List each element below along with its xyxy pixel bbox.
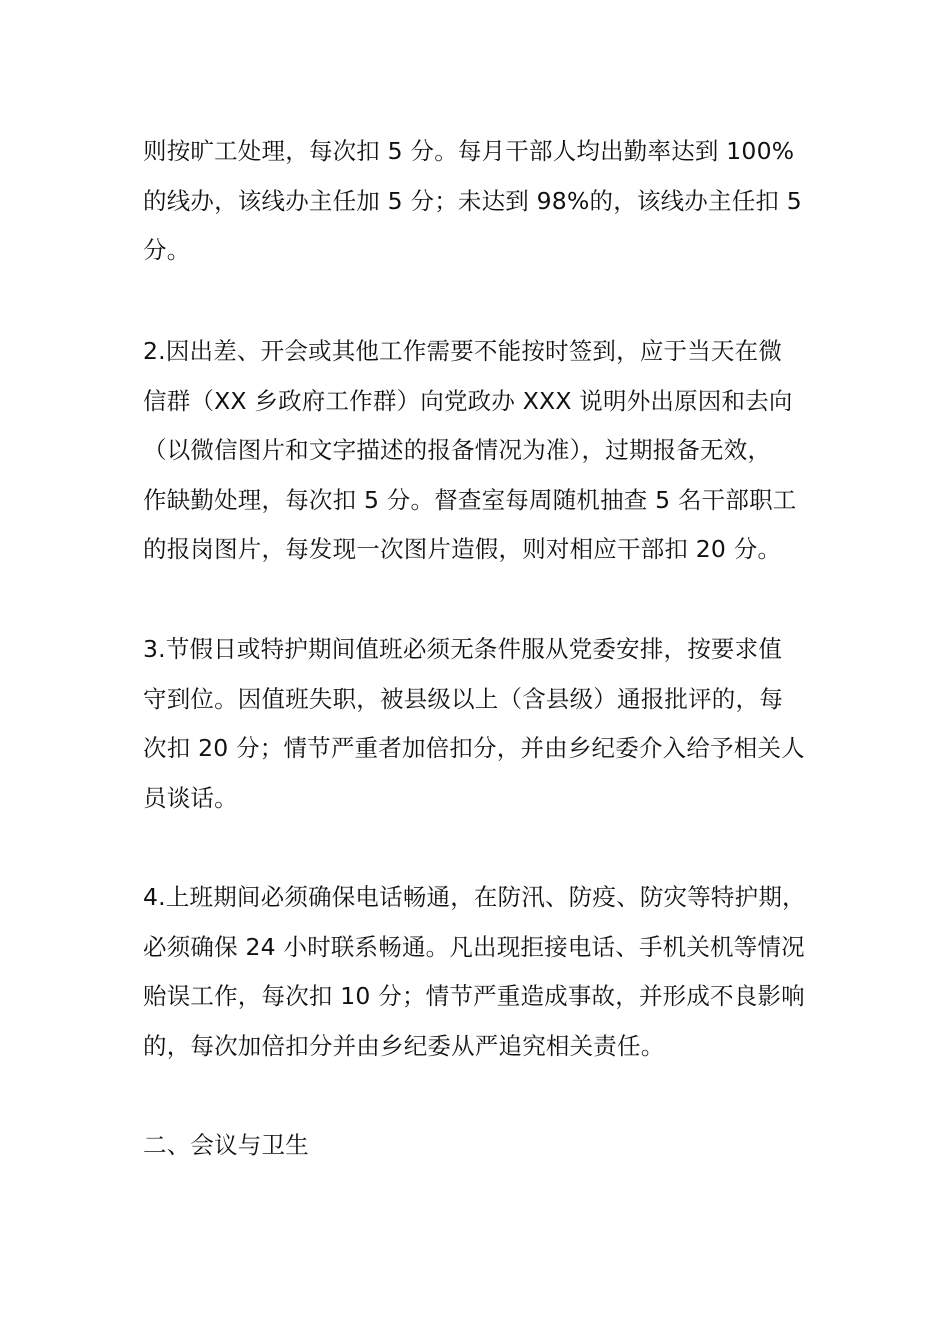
- text-line: 3.节假日或特护期间值班必须无条件服从党委安排，按要求值: [143, 635, 783, 663]
- section-heading: [143, 1121, 823, 1171]
- paragraph-item-2: [143, 327, 823, 575]
- text-line: 的线办，该线办主任加 5 分；未达到 98%的，该线办主任扣 5: [143, 186, 802, 215]
- text-line: 分。: [143, 236, 191, 264]
- text-line: 的报岗图片，每发现一次图片造假，则对相应干部扣 20 分。: [143, 535, 782, 563]
- text-line: 2.因出差、开会或其他工作需要不能按时签到，应于当天在微: [143, 337, 783, 365]
- text-line: 守到位。因值班失职，被县级以上（含县级）通报批评的，每: [143, 684, 783, 713]
- text-line: 次扣 20 分；情节严重者加倍扣分，并由乡纪委介入给予相关人: [143, 734, 805, 762]
- text-line: 信群（XX 乡政府工作群）向党政办 XXX 说明外出原因和去向: [143, 386, 793, 415]
- paragraph-attendance-deduction: [143, 127, 823, 276]
- text-line: 则按旷工处理，每次扣 5 分。每月干部人均出勤率达到 100%: [143, 137, 795, 165]
- text-line: 的，每次加倍扣分并由乡纪委从严追究相关责任。: [143, 1031, 665, 1060]
- text-line: 必须确保 24 小时联系畅通。凡出现拒接电话、手机关机等情况: [143, 932, 805, 961]
- text-line: （以微信图片和文字描述的报备情况为准），过期报备无效，: [143, 436, 772, 464]
- heading-text: 二、会议与卫生: [143, 1131, 309, 1159]
- text-line: 贻误工作，每次扣 10 分；情节严重造成事故，并形成不良影响: [143, 982, 805, 1010]
- text-line: 作缺勤处理，每次扣 5 分。督查室每周随机抽查 5 名干部职工: [143, 485, 797, 514]
- paragraph-item-3: [143, 625, 823, 823]
- paragraph-item-4: [143, 873, 823, 1071]
- text-line: 4.上班期间必须确保电话畅通，在防汛、防疫、防灾等特护期，: [143, 883, 806, 911]
- text-line: 员谈话。: [143, 783, 238, 812]
